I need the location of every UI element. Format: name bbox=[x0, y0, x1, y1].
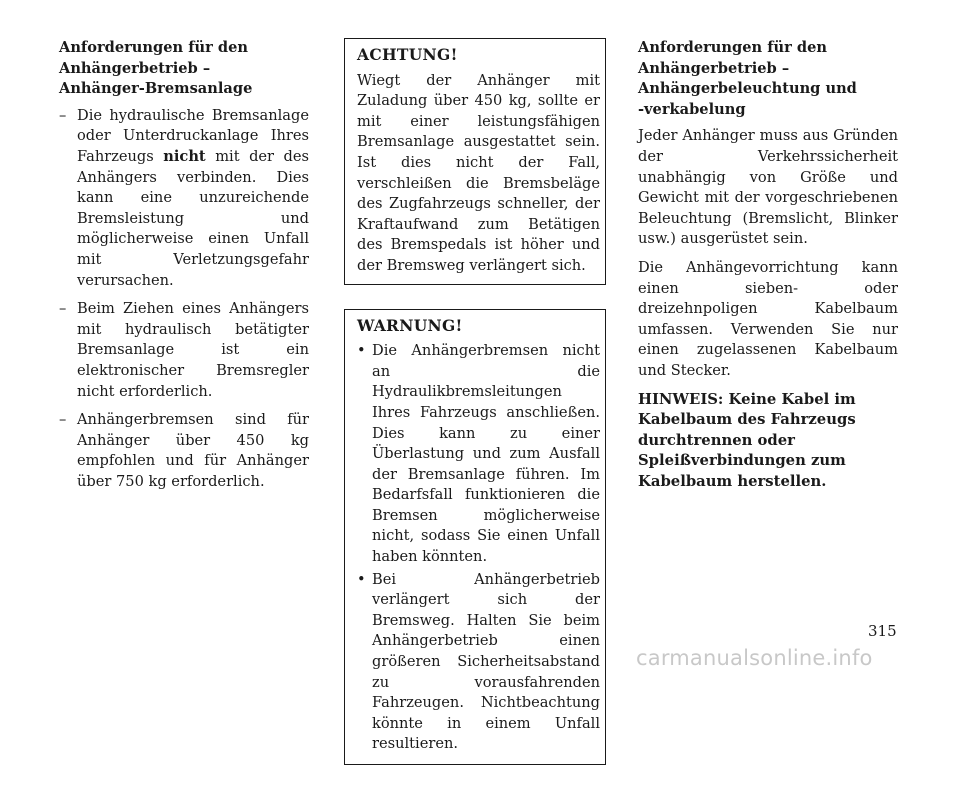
heading-line: Anhänger-Bremsanlage bbox=[59, 80, 253, 98]
bullet-marker: • bbox=[357, 570, 366, 588]
heading-line: Anforderungen für den bbox=[59, 39, 248, 56]
caution-title: ACHTUNG! bbox=[357, 45, 458, 64]
warning-title: WARNUNG! bbox=[357, 315, 463, 335]
lighting-requirements-heading bbox=[638, 38, 898, 120]
list-item-text: Beim Ziehen eines Anhängers mit hydraulisch betätigter Bremsanlage ist ein elektronischer Bremsregler nicht erforderlich. bbox=[77, 300, 309, 400]
list-item bbox=[59, 410, 309, 492]
brake-requirements-list bbox=[59, 106, 309, 493]
caution-text: Wiegt der Anhänger mit Zuladung über 450 kg, sollte er mit einer leistungsfähigen Bremsanlage ausgestattet sein. Ist dies nicht der Fall, verschleißen die Bremsbeläge des Zugfahrzeugs schneller, der Kraftaufwand zum Betätigen des Bremspedals ist höher und der Bremsweg verlängert sich. bbox=[357, 71, 600, 274]
note-text: HINWEIS: Keine Kabel im Kabelbaum des Fahrzeugs durchtrennen oder Spleißverbindungen zum Kabelbaum herstellen. bbox=[638, 390, 856, 490]
dash-marker: – bbox=[59, 106, 67, 124]
heading-line: Anhängerbetrieb – bbox=[59, 59, 211, 77]
list-item-text: mit der des Anhängers verbinden. Dies kann eine unzureichende Bremsleistung und möglicherweise einen Unfall mit Verletzungsgefahr verursachen. bbox=[77, 147, 309, 289]
left-column bbox=[59, 38, 309, 500]
list-item bbox=[357, 341, 600, 568]
warning-list bbox=[357, 341, 600, 755]
brake-requirements-heading bbox=[59, 38, 309, 100]
list-item bbox=[59, 299, 309, 402]
list-item-text: Die Anhängerbremsen nicht an die Hydraulikbremsleitungen Ihres Fahrzeugs anschließen. Dies kann zu einer Überlastung und zum Ausfall der Bremsanlage führen. Im Bedarfsfall funktionieren die Bremsen möglicherweise nicht, sodass Sie einen Unfall haben könnten. bbox=[372, 342, 600, 566]
list-item bbox=[357, 570, 600, 755]
heading-line: Anhängerbetrieb – bbox=[638, 59, 790, 77]
caution-box bbox=[344, 38, 606, 285]
paragraph: Jeder Anhänger muss aus Gründen der Verkehrssicherheit unabhängig von Größe und Gewicht mit der vorgeschriebenen Beleuchtung (Bremslicht, Blinker usw.) ausgerüstet sein. bbox=[638, 127, 898, 248]
warning-box bbox=[344, 309, 606, 765]
dash-marker: – bbox=[59, 411, 67, 429]
list-item-text: Die hydraulische Bremsanlage oder Unterdruckanlage Ihres Fahrzeugs bbox=[77, 106, 309, 165]
list-item-text: Bei Anhängerbetrieb verlängert sich der Bremsweg. Halten Sie beim Anhängerbetrieb einen größeren Sicherheitsabstand zu vorausfahrenden Fahrzeugen. Nichtbeachtung könnte in einem Unfall resultieren. bbox=[372, 570, 600, 753]
right-column bbox=[638, 38, 898, 500]
list-item-text: Anhängerbremsen sind für Anhänger über 450 kg empfohlen und für Anhänger über 750 kg erforderlich. bbox=[77, 411, 309, 490]
list-item bbox=[59, 106, 309, 291]
paragraph: Die Anhängevorrichtung kann einen sieben- oder dreizehnpoligen Kabelbaum umfassen. Verwenden Sie nur einen zugelassenen Kabelbaum und Stecker. bbox=[638, 258, 898, 379]
watermark: carmanualsonline.info bbox=[636, 646, 873, 670]
bullet-marker: • bbox=[357, 342, 366, 360]
heading-line: -verkabelung bbox=[638, 100, 746, 118]
emphasis-text: nicht bbox=[163, 147, 206, 165]
dash-marker: – bbox=[59, 300, 67, 318]
page-number: 315 bbox=[868, 622, 897, 640]
middle-column bbox=[344, 38, 606, 789]
heading-line: Anhängerbeleuchtung und bbox=[638, 80, 857, 98]
heading-line: Anforderungen für den bbox=[638, 39, 827, 56]
